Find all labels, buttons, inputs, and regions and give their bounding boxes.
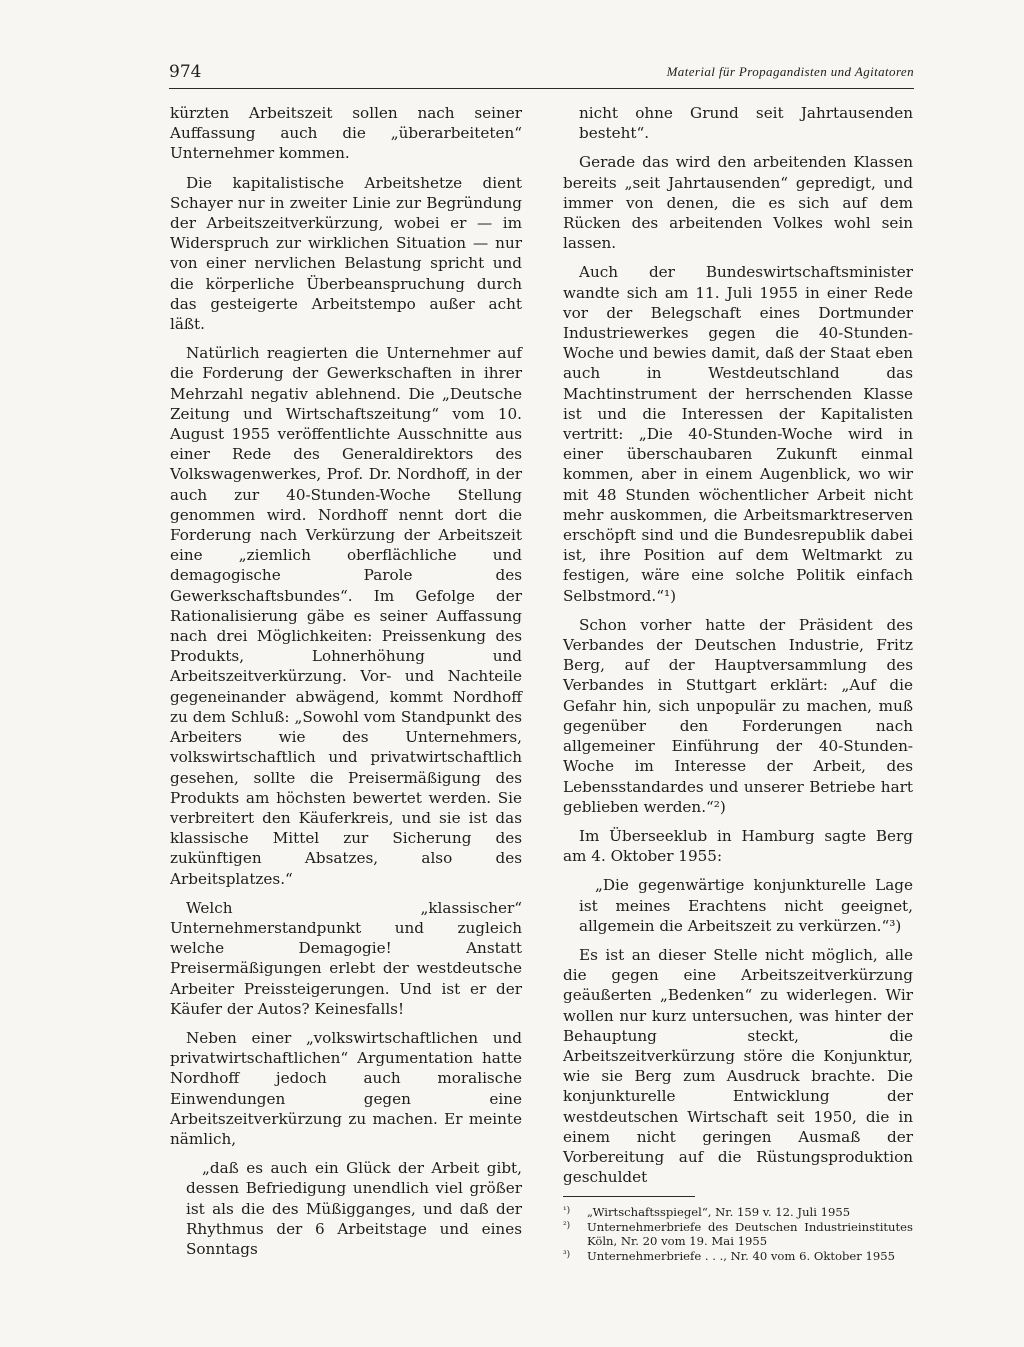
paragraph: Neben einer „volkswirtschaftlichen und privatwirtschaftlichen“ Argumentation hatte Nordhoff jedoch auch moralische Einwendungen gegen eine Arbeitszeitverkürzung zu machen. Er meinte nämlich, [170,1028,522,1148]
footnotes [563,1205,913,1263]
paragraph: Gerade das wird den arbeitenden Klassen bereits „seit Jahrtausenden“ gepredigt, und immer von denen, die es sich auf dem Rücken des arbeitenden Volkes wohl sein lassen. [563,153,913,253]
paragraph: Natürlich reagierten die Unternehmer auf die Forderung der Gewerkschaften in ihrer Mehrzahl negativ ablehnend. Die „Deutsche Zeitung und Wirtschaftszeitung“ vom 10. August 1955 veröffentlichte Ausschnitte aus einer Rede des Generaldirektors des Volkswagenwerkes, Prof. Dr. Nordhoff, in der auch zur 40-Stunden-Woche Stellung genommen wird. Nordhoff nennt dort die Forderung nach Verkürzung der Arbeitszeit eine „ziemlich oberflächliche und demagogische Parole des Gewerkschaftsbundes“. Im Gefolge der Rationalisierung gäbe es seiner Auffassung nach drei Möglichkeiten: Preissenkung des Produkts, Lohnerhöhung und Arbeitszeitverkürzung. Vor- und Nachteile gegeneinander abwägend, kommt Nordhoff zu dem Schluß: „Sowohl vom Standpunkt des Arbeiters wie des Unternehmers, volkswirtschaftlich und privatwirtschaftlich gesehen, sollte die Preisermäßigung des Produkts am höchsten bewertet werden. Sie verbreitert den Käuferkreis, und sie ist das klassische Mittel zur Sicherung des zukünftigen Absatzes, also des Arbeitsplatzes.“ [170,344,522,888]
right-column [563,103,913,1264]
footnote [563,1249,913,1263]
footnote [563,1205,913,1219]
block-quote: nicht ohne Grund seit Jahrtausenden besteht“. [579,104,913,143]
footnote-text: Unternehmerbriefe . . ., Nr. 40 vom 6. Oktober 1955 [587,1249,896,1264]
running-head: Material für Propagandisten und Agitatoren [666,64,914,79]
block-quote: „Die gegenwärtige konjunkturelle Lage ist meines Erachtens nicht geeignet, allgemein die Arbeitszeit zu verkürzen.“³) [579,876,913,935]
paragraph: Welch „klassischer“ Unternehmerstandpunkt und zugleich welche Demagogie! Anstatt Preisermäßigungen erlebt der westdeutsche Arbeiter Preissteigerungen. Und ist er der Käufer der Autos? Keinesfalls! [170,898,522,1018]
paragraph: Die kapitalistische Arbeitshetze dient Schayer nur in zweiter Linie zur Begründung der Arbeitszeitverkürzung, wobei er — im Widerspruch zur wirklichen Situation — nur von einer nervlichen Belastung spricht und die körperliche Überbeanspruchung durch das gesteigerte Arbeitstempo außer acht läßt. [170,173,522,334]
footnote-mark: ¹) [563,1206,571,1217]
left-column [170,103,522,1268]
paragraph: Auch der Bundeswirtschaftsminister wandte sich am 11. Juli 1955 in einer Rede vor der Belegschaft eines Dortmunder Industriewerkes gegen die 40-Stunden-Woche und bewies damit, daß der Staat eben auch in Westdeutschland das Machtinstrument der herrschenden Klasse ist und die Interessen der Kapitalisten vertritt: „Die 40-Stunden-Woche wird in einer überschaubaren Zukunft einmal kommen, aber in einem Augenblick, wo wir mit 48 Stunden wöchentlicher Arbeit nicht mehr auskommen, die Arbeitsmarktreserven erschöpft sind und die Bundesrepublik dabei ist, ihre Position auf dem Weltmarkt zu festigen, wäre eine solche Politik einfach Selbstmord.“¹) [563,263,913,605]
footnote-mark: ²) [563,1221,571,1232]
block-quote: „daß es auch ein Glück der Arbeit gibt, dessen Befriedigung unendlich viel größer ist als die des Müßigganges, und daß der Rhythmus der 6 Arbeitstage und eines Sonntags [186,1159,522,1258]
footnote-rule [563,1196,695,1197]
page-number: 974 [169,62,202,82]
footnote-text: Unternehmerbriefe des Deutschen Industrieinstitutes Köln, Nr. 20 vom 19. Mai 1955 [587,1220,913,1249]
page-header [169,62,914,89]
footnote-mark: ³) [563,1250,571,1261]
paragraph: Schon vorher hatte der Präsident des Verbandes der Deutschen Industrie, Fritz Berg, auf der Hauptversammlung des Verbandes in Stuttgart erklärt: „Auf die Gefahr hin, sich unpopulär zu machen, muß gegenüber den Forderungen nach allgemeiner Einführung der 40-Stunden-Woche im Interesse der Arbeit, des Lebensstandardes und unserer Betriebe hart geblieben werden.“²) [563,615,913,816]
paragraph: Im Überseeklub in Hamburg sagte Berg am 4. Oktober 1955: [563,826,913,866]
paragraph: Es ist an dieser Stelle nicht möglich, alle die gegen eine Arbeitszeitverkürzung geäußerten „Bedenken“ zu widerlegen. Wir wollen nur kurz untersuchen, was hinter der Behauptung steckt, die Arbeitszeitverkürzung störe die Konjunktur, wie sie Berg zum Ausdruck brachte. Die konjunkturelle Entwicklung der westdeutschen Wirtschaft seit 1950, die in einem nicht geringen Ausmaß der Vorbereitung auf die Rüstungsproduktion geschuldet [563,945,913,1187]
footnote [563,1220,913,1248]
paragraph: kürzten Arbeitszeit sollen nach seiner Auffassung auch die „überarbeiteten“ Unternehmer kommen. [170,104,522,163]
footnote-text: „Wirtschaftsspiegel“, Nr. 159 v. 12. Juli 1955 [587,1205,851,1220]
